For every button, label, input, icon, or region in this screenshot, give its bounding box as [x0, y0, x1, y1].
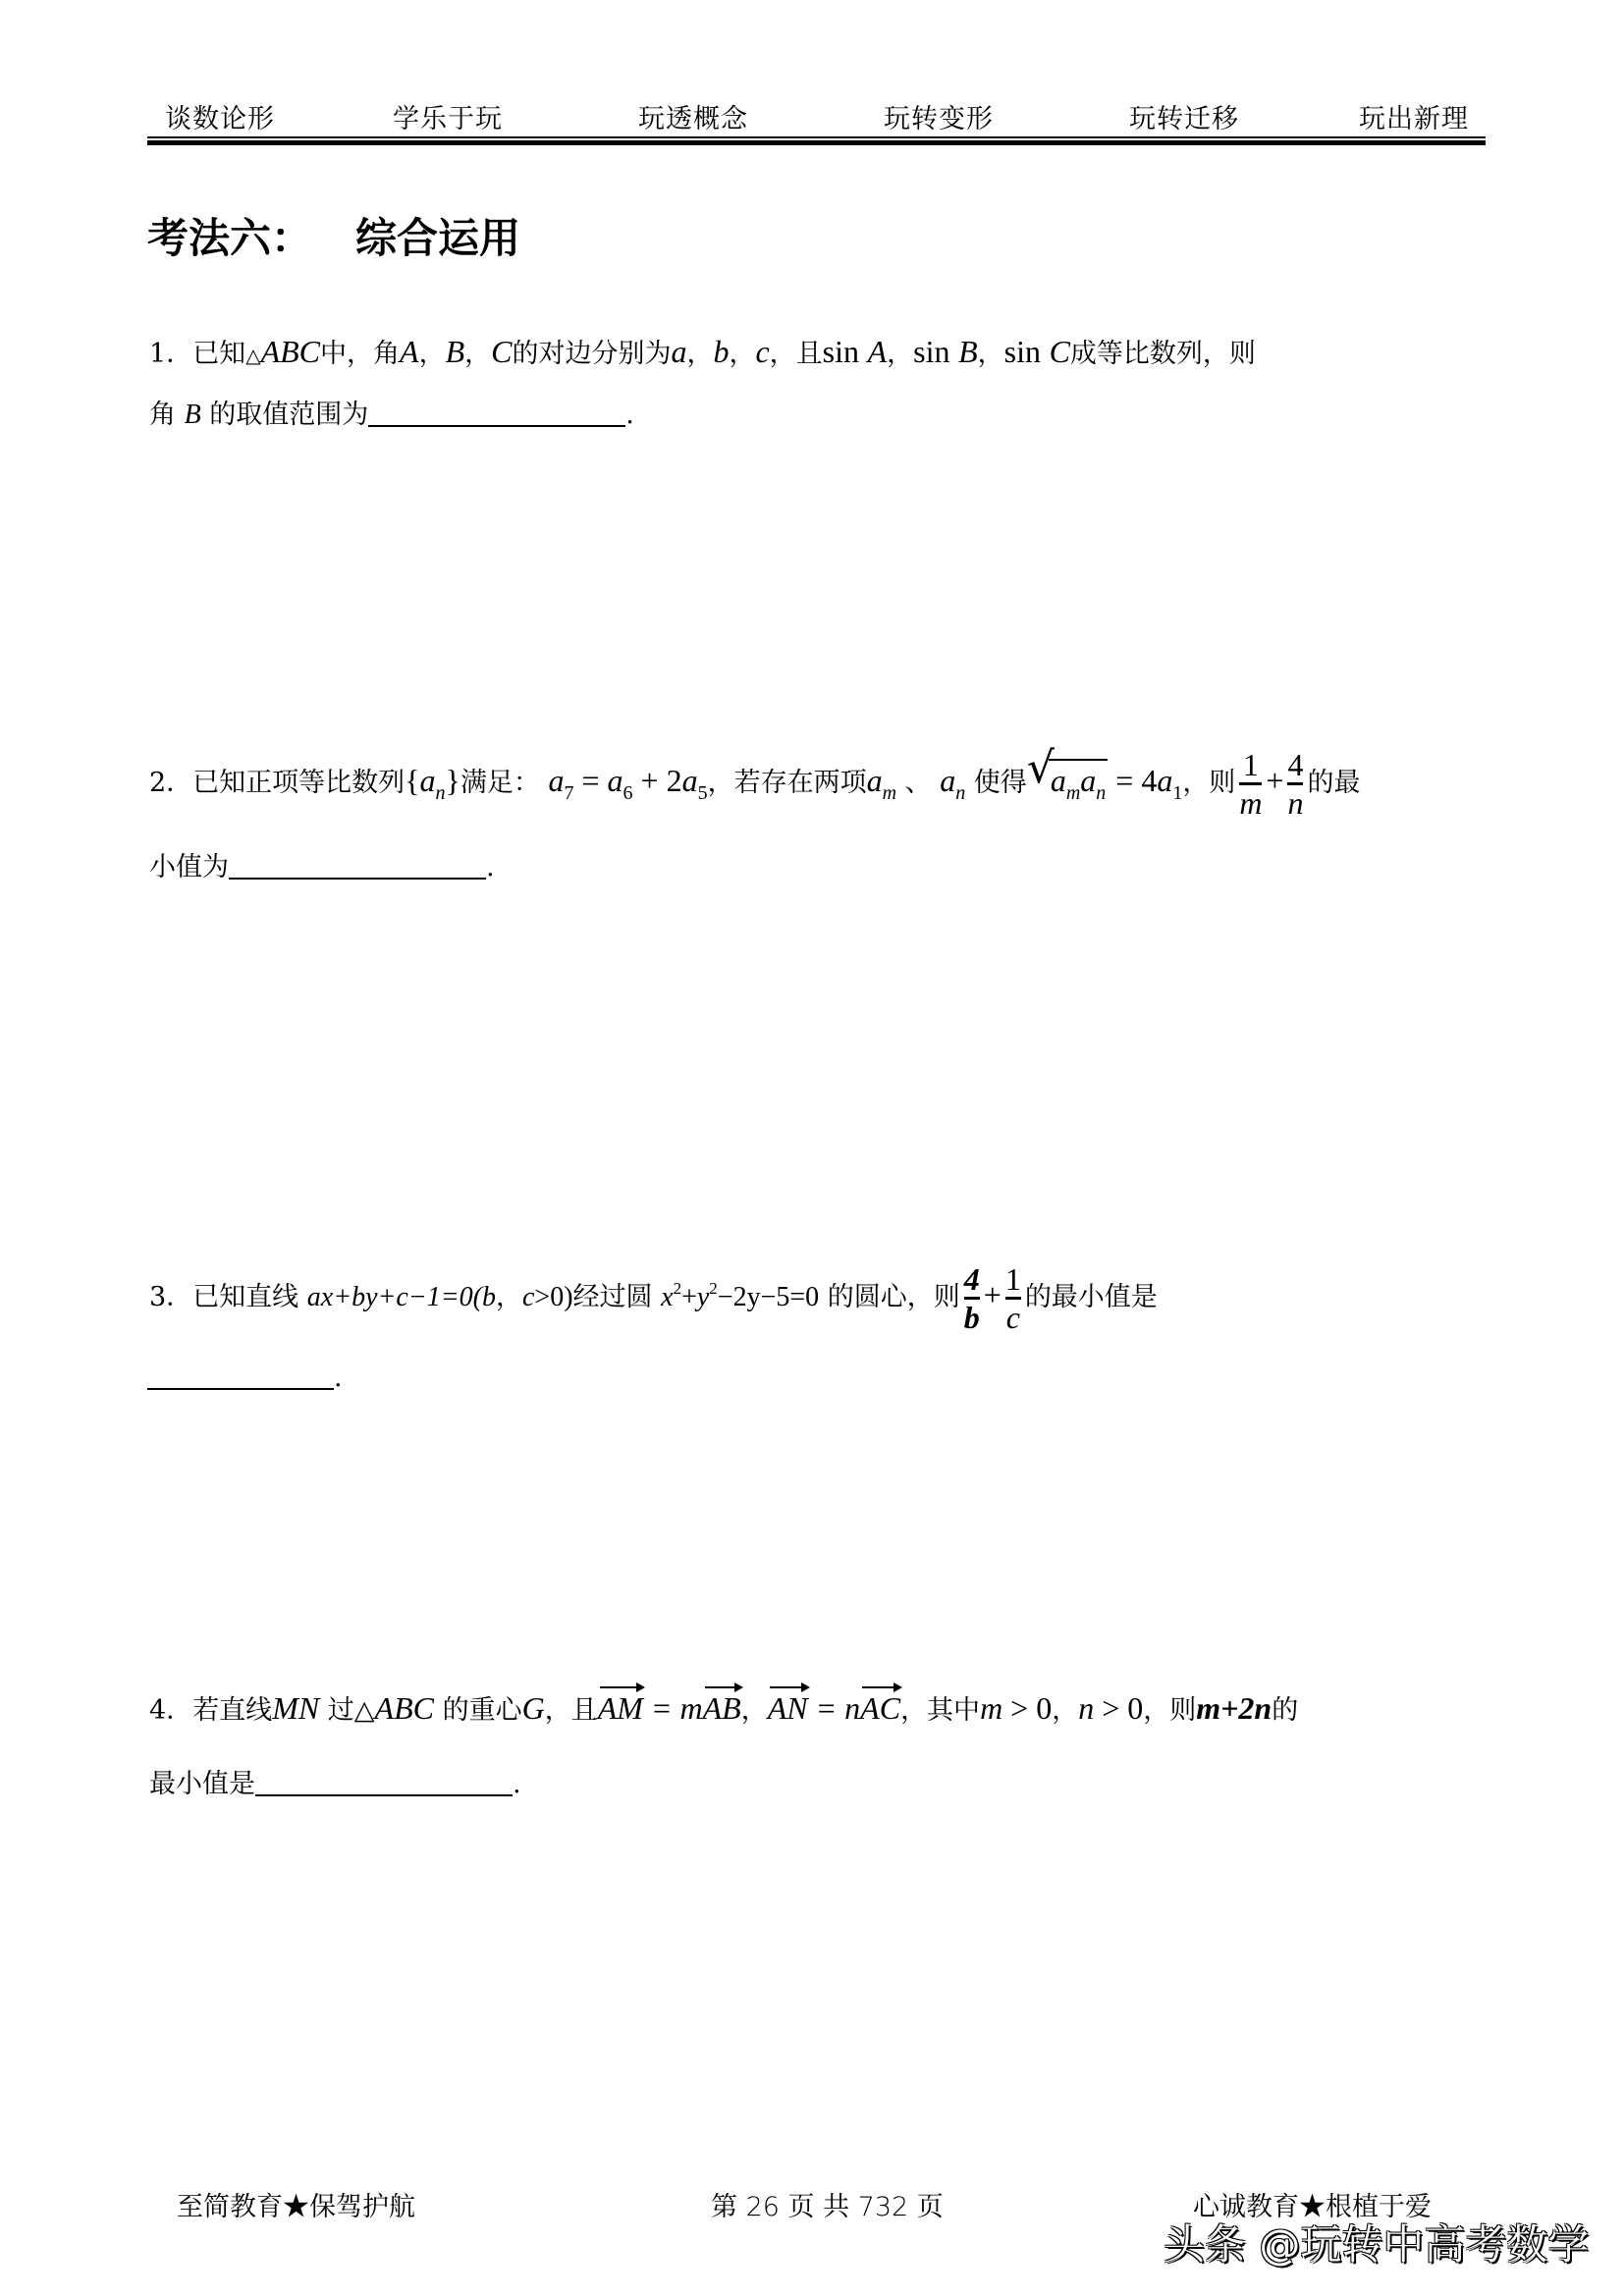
math-var: B	[445, 334, 465, 369]
answer-blank[interactable]	[147, 1359, 334, 1390]
text: ，	[977, 339, 1004, 369]
text: ，则	[1143, 1695, 1197, 1726]
header-item-4: 玩转变形	[884, 104, 994, 134]
math-var: m	[980, 1690, 1003, 1726]
math-expression: −2y−5=0	[717, 1282, 820, 1312]
math-sub: m	[882, 782, 897, 804]
text: 中，角	[320, 339, 401, 369]
text: 的圆心，则	[819, 1282, 960, 1312]
footer-page-number: 第 26 页 共 732 页	[711, 2192, 944, 2222]
question-3-line-2	[147, 1359, 343, 1398]
text: ，	[686, 339, 714, 369]
math-var: C	[491, 334, 513, 369]
math-brace: }	[445, 763, 460, 798]
text: ，且	[769, 339, 823, 369]
math-sup: 2	[673, 1279, 682, 1298]
math-var: y	[696, 1282, 710, 1312]
text: 已知直线	[192, 1282, 307, 1312]
math-op: = n	[807, 1690, 861, 1726]
header-item-5: 玩转迁移	[1129, 104, 1239, 134]
question-number: 4．	[149, 1695, 193, 1726]
fraction-denominator: m	[1239, 785, 1263, 821]
math-var: C	[1049, 334, 1070, 369]
question-number: 2．	[149, 768, 193, 798]
math-op: =	[573, 763, 608, 798]
math-var: MN	[272, 1690, 320, 1726]
question-1-line-1	[149, 332, 1256, 375]
question-number: 1．	[149, 339, 193, 369]
question-3-line-1	[149, 1262, 1158, 1334]
math-var: a	[1080, 763, 1097, 798]
math-var: n	[1078, 1690, 1095, 1726]
text: 使得	[965, 768, 1027, 798]
math-var: a	[671, 334, 687, 369]
fraction-denominator: b	[963, 1300, 980, 1335]
math-var: c	[755, 334, 770, 369]
vector-AN: AN	[767, 1690, 808, 1726]
math-var: a	[419, 763, 436, 798]
math-op: = 4	[1108, 763, 1158, 798]
math-sub: m	[1065, 782, 1081, 804]
answer-blank[interactable]	[229, 848, 486, 880]
math-var: a	[1157, 763, 1173, 798]
text: 的重心	[433, 1695, 522, 1726]
vector-AM: AM	[597, 1690, 643, 1726]
sqrt-expression	[1026, 743, 1108, 813]
math-sub: 1	[1172, 782, 1183, 804]
fraction	[964, 1262, 980, 1334]
header-rule-thin	[147, 136, 1486, 138]
math-var: a	[940, 763, 956, 798]
fraction	[1005, 1262, 1021, 1334]
sqrt-icon: √	[1026, 743, 1055, 793]
math-op: +	[983, 1277, 1001, 1312]
fraction-numerator: 1	[1004, 1261, 1021, 1297]
math-op: +	[1266, 763, 1284, 798]
text: ，其中	[900, 1695, 981, 1726]
header-item-2: 学乐于玩	[393, 104, 503, 134]
footer-right: 心诚教育★根植于爱	[1193, 2192, 1432, 2222]
watermark: 头条 @玩转中高考数学	[1164, 2220, 1590, 2269]
header-item-3: 玩透概念	[638, 104, 748, 134]
text: 的最	[1307, 768, 1361, 798]
answer-blank[interactable]	[368, 396, 625, 427]
math-var: ABC	[374, 1690, 434, 1726]
math-op: = m	[642, 1690, 703, 1726]
math-fn: sin	[913, 334, 950, 369]
fraction	[1239, 748, 1262, 820]
math-expression: > 0	[1094, 1690, 1144, 1726]
math-expression: m+2n	[1196, 1690, 1272, 1726]
math-var: A	[867, 334, 888, 369]
math-var: a	[866, 763, 883, 798]
question-2-line-1	[149, 743, 1361, 821]
math-sub: 7	[564, 782, 574, 804]
math-sub: 5	[697, 782, 708, 804]
math-var: b	[713, 334, 730, 369]
text: 经过圆	[572, 1282, 662, 1312]
math-var: B	[184, 400, 201, 430]
math-var: B	[958, 334, 978, 369]
fraction-denominator: n	[1287, 785, 1304, 821]
text: 的	[1272, 1695, 1299, 1726]
math-sub: n	[955, 782, 966, 804]
text: 已知正项等比数列	[192, 768, 406, 798]
vector-AC: AC	[860, 1690, 901, 1726]
text: .	[513, 1769, 521, 1799]
math-fn: sin	[822, 334, 859, 369]
fraction-numerator: 4	[963, 1261, 980, 1297]
math-sub: 6	[623, 782, 633, 804]
fraction	[1287, 748, 1303, 820]
section-label: 考法六：	[147, 214, 313, 262]
text: 角	[149, 400, 176, 430]
question-4-line-1	[149, 1688, 1298, 1731]
text: ，	[418, 339, 446, 369]
text: ，	[464, 339, 492, 369]
text: 、	[896, 768, 941, 798]
fraction-numerator: 4	[1287, 747, 1304, 782]
vector-AB: AB	[702, 1690, 741, 1726]
math-expression: ax+by+c−1=0(	[306, 1282, 482, 1312]
math-var: A	[400, 334, 419, 369]
math-sup: 2	[709, 1279, 718, 1298]
answer-blank[interactable]	[255, 1765, 513, 1796]
text: 过△	[319, 1695, 375, 1726]
math-var: x	[661, 1282, 674, 1312]
text: .	[334, 1362, 343, 1393]
text: ，	[729, 339, 756, 369]
math-var: a	[548, 763, 565, 798]
question-2-line-2	[149, 848, 495, 887]
text: 的最小值是	[1024, 1282, 1158, 1312]
text: .	[625, 400, 634, 430]
header-item-6: 玩出新理	[1359, 104, 1469, 134]
math-var: G	[521, 1690, 545, 1726]
section-title	[147, 214, 520, 263]
question-1-line-2	[149, 396, 634, 435]
math-var: a	[681, 763, 698, 798]
text: ，	[887, 339, 914, 369]
math-op: + 2	[632, 763, 682, 798]
text: 的对边分别为	[512, 339, 672, 369]
question-number: 3．	[149, 1282, 193, 1312]
text: ，且	[544, 1695, 598, 1726]
math-op: +	[681, 1282, 697, 1312]
text: 若直线	[192, 1695, 273, 1726]
header-item-1: 谈数论形	[165, 104, 275, 134]
math-sub: n	[1096, 782, 1107, 804]
footer-left: 至简教育★保驾护航	[177, 2192, 415, 2222]
text: ，则	[1182, 768, 1236, 798]
text: ，	[1052, 1695, 1079, 1726]
text: ，	[740, 1695, 768, 1726]
math-var: a	[607, 763, 623, 798]
math-sub: n	[435, 782, 446, 804]
text: .	[486, 852, 495, 882]
fraction-denominator: c	[1005, 1300, 1020, 1335]
text: 最小值是	[149, 1769, 255, 1799]
text: ，若存在两项	[707, 768, 867, 798]
math-brace: {	[405, 763, 420, 798]
math-expression: >0)	[534, 1282, 573, 1312]
math-var: c	[521, 1282, 535, 1312]
fraction-numerator: 1	[1242, 747, 1259, 782]
text: 已知	[192, 339, 246, 369]
section-name: 综合运用	[355, 214, 521, 262]
text: 的取值范围为	[209, 400, 369, 430]
header-rule-thick	[147, 140, 1486, 145]
text: 小值为	[149, 852, 229, 882]
math-var: b	[481, 1282, 496, 1312]
math-var: ABC	[260, 334, 321, 369]
math-var: a	[1050, 763, 1066, 798]
text: ，	[495, 1282, 522, 1312]
text: 满足：	[460, 768, 540, 798]
question-4-line-2	[149, 1765, 521, 1804]
math-fn: sin	[1003, 334, 1041, 369]
math-expression: > 0	[1002, 1690, 1053, 1726]
triangle-symbol: △	[245, 344, 261, 367]
text: 成等比数列，则	[1069, 339, 1256, 369]
